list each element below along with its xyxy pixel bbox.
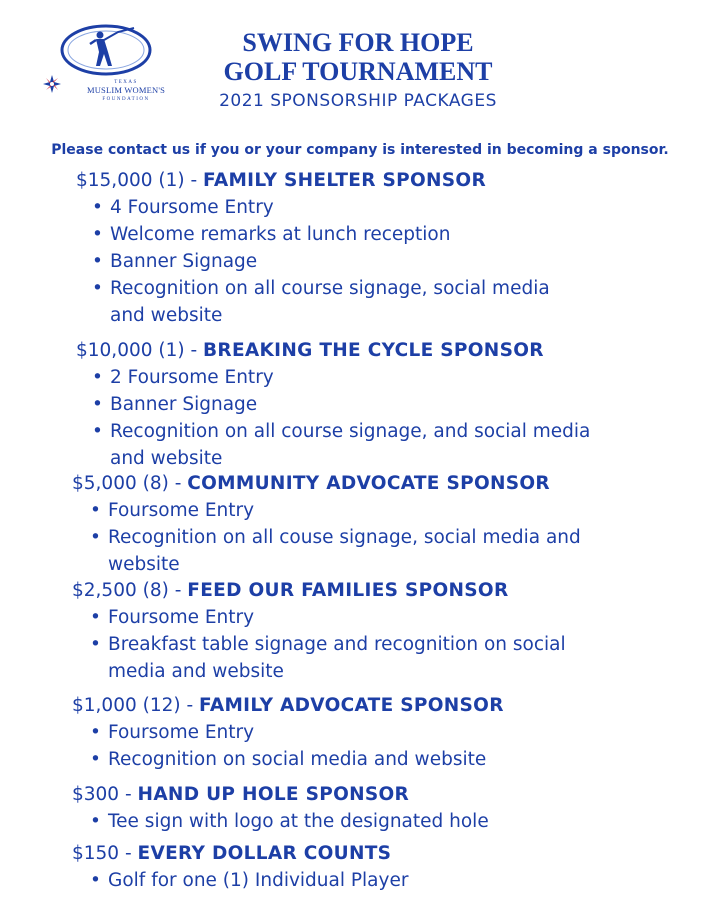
package-name: FAMILY ADVOCATE SPONSOR <box>199 695 504 716</box>
package-price: $300 - <box>72 784 138 805</box>
package-heading <box>72 840 632 867</box>
benefit-item: • Banner Signage <box>88 391 608 418</box>
package-price: $1,000 (12) - <box>72 695 200 716</box>
benefit-item: • Banner Signage <box>88 248 558 275</box>
page-subtitle: 2021 SPONSORSHIP PACKAGES <box>219 91 497 111</box>
benefit-item: • 2 Foursome Entry <box>88 364 608 391</box>
benefit-item: • Tee sign with logo at the designated hole <box>86 808 606 835</box>
org-name-line1: TEXAS <box>114 80 138 85</box>
package-heading <box>72 577 632 604</box>
package-heading <box>76 337 636 364</box>
package-name: HAND UP HOLE SPONSOR <box>137 784 410 805</box>
benefit-item: • Recognition on all course signage, social media and website <box>88 275 558 329</box>
package-feed-our-families <box>72 577 632 685</box>
benefit-item: • Foursome Entry <box>86 604 586 631</box>
package-breaking-the-cycle <box>76 337 636 472</box>
benefit-list <box>86 604 586 685</box>
package-heading <box>72 692 632 719</box>
benefit-item: • Recognition on all course signage, and social media and website <box>88 418 608 472</box>
package-name: BREAKING THE CYCLE SPONSOR <box>203 340 544 361</box>
package-heading <box>72 470 652 497</box>
package-name: EVERY DOLLAR COUNTS <box>137 843 392 864</box>
package-price: $5,000 (8) - <box>72 473 188 494</box>
benefit-item: • Welcome remarks at lunch reception <box>88 221 558 248</box>
benefit-list <box>86 719 606 773</box>
package-name: COMMUNITY ADVOCATE SPONSOR <box>187 473 550 494</box>
benefit-list <box>88 194 558 329</box>
benefit-list <box>86 497 626 578</box>
package-price: $2,500 (8) - <box>72 580 188 601</box>
benefit-item: • Recognition on all couse signage, social media and website <box>86 524 626 578</box>
package-heading <box>76 167 576 194</box>
org-name-line2: MUSLIM WOMEN'S <box>86 85 166 95</box>
intro-text: Please contact us if you or your company is interested in becoming a sponsor. <box>51 142 669 158</box>
benefit-item: • Foursome Entry <box>86 497 626 524</box>
package-price: $150 - <box>72 843 138 864</box>
package-name: FAMILY SHELTER SPONSOR <box>203 170 487 191</box>
page-title-line2: GOLF TOURNAMENT <box>223 57 493 86</box>
page-title-line1: SWING FOR HOPE <box>242 28 474 57</box>
package-community-advocate <box>72 470 652 578</box>
benefit-item: • Foursome Entry <box>86 719 606 746</box>
package-price: $15,000 (1) - <box>76 170 204 191</box>
package-family-shelter <box>76 167 576 329</box>
org-name-line3: FOUNDATION <box>102 97 150 102</box>
benefit-item: • Breakfast table signage and recognition on social media and website <box>86 631 586 685</box>
benefit-list <box>88 364 608 472</box>
package-name: FEED OUR FAMILIES SPONSOR <box>187 580 509 601</box>
benefit-item: • Recognition on social media and website <box>86 746 606 773</box>
benefit-item: • Golf for one (1) Individual Player <box>86 867 606 894</box>
package-heading <box>72 781 632 808</box>
package-family-advocate <box>72 692 632 773</box>
benefit-item: • 4 Foursome Entry <box>88 194 558 221</box>
benefit-list <box>86 808 606 835</box>
package-every-dollar-counts <box>72 840 632 894</box>
package-price: $10,000 (1) - <box>76 340 204 361</box>
benefit-list <box>86 867 606 894</box>
package-hand-up-hole <box>72 781 632 835</box>
